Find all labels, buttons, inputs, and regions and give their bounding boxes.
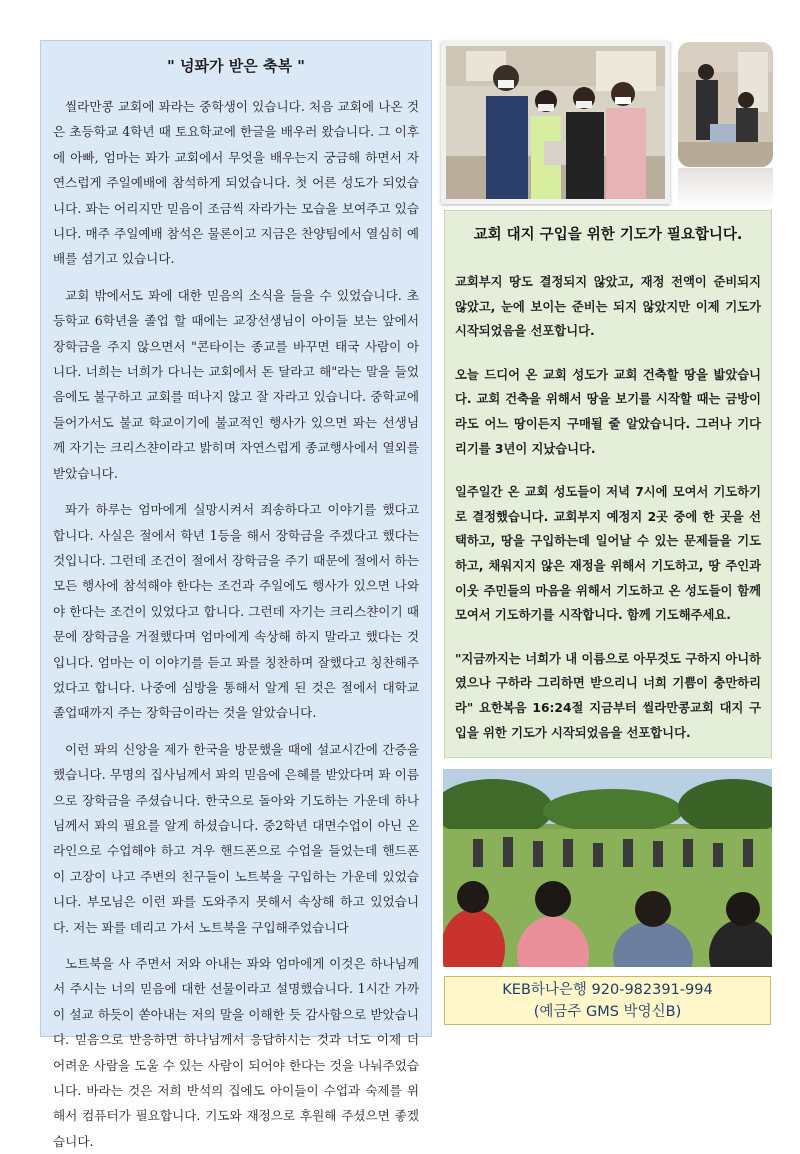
bank-account-holder: (예금주 GMS 박영신B): [533, 1004, 682, 1020]
article-paragraph: 노트북을 사 주면서 저와 아내는 퐈와 엄마에게 이것은 하나님께서 주시는 너의 믿음에 대한 선물이라고 설명했습니다. 1시간 가까이 설교 하듯이 쏟아내는 저의 말을 이해한 듯 감사함으로 받았습니다. 믿음으로 반응하면 하나님께서 응답하시는 것과 너도 이제 더 어려운 사람을 도울 수 있는 사람이 되어야 한다는 것을 나눠주었습니다. 바라는 것은 저희 반석의 집에도 아이들이 수업과 숙제를 위해서 컴퓨터가 필요합니다. 기도와 재정으로 후원해 주셨으면 좋겠습니다.: [53, 956, 419, 1149]
prayer-paragraph: 교회부지 땅도 결정되지 않았고, 재정 전액이 준비되지 않았고, 눈에 보이는 준비는 되지 않았지만 이제 기도가 시작되었음을 선포합니다.: [455, 275, 761, 339]
article-panel: [40, 40, 432, 1149]
article-paragraph: 교회 밖에서도 퐈에 대한 믿음의 소식을 들을 수 있었습니다. 초등학교 6학년을 졸업 할 때에는 교장선생님이 아이들 보는 앞에서 장학금을 주지 않으면서 "콘타이는 종교를 바꾸면 태국 사람이 아니다. 너희는 너희가 다니는 교회에서 돈 달라고 해"라는 말을 들었음에도 불구하고 교회를 떠나지 않고 잘 자라고 있습니다. 중학교에 들어가서도 불교 학교이기에 불교적인 행사가 있으면 퐈는 선생님께 자기는 크리스챤이라고 밝히며 자연스럽게 종교행사에서 열외를 받았습니다.: [53, 287, 419, 481]
store-photo: [678, 42, 773, 167]
bank-account-number: KEB하나은행 920-982391-994: [502, 982, 713, 998]
congregation-photo-image: [443, 769, 772, 967]
article-paragraph: 씰라만콩 교회에 퐈라는 중학생이 있습니다. 처음 교회에 나온 것은 초등학교 4학년 때 토요학교에 한글을 배우러 왔습니다. 그 이후에 아빠, 엄마는 퐈가 교회에서 무엇을 배우는지 궁금해 하면서 자연스럽게 주일예배에 참석하게 되었습니다. 첫 어른 성도가 되었습니다. 퐈는 어리지만 믿음이 조금씩 자라가는 모습을 보여주고 있습니다. 매주 주일예배 참석은 물론이고 지금은 찬양팀에서 열심히 예배를 섬기고 있습니다.: [53, 99, 419, 267]
bank-account-box: [444, 976, 771, 1025]
scholarship-photo-image: [446, 46, 665, 199]
article-title: " 넝퐈가 받은 축복 ": [167, 57, 305, 75]
scholarship-photo: [441, 41, 670, 204]
congregation-photo: [443, 769, 772, 967]
prayer-paragraph: 오늘 드디어 온 교회 성도가 교회 건축할 땅을 밟았습니다. 교회 건축을 위해서 땅을 보기를 시작할 때는 금방이라도 어느 땅이든지 구매될 줄 알았습니다. 그러나 기다리기를 3년이 지났습니다.: [455, 367, 761, 456]
prayer-paragraph: "지금까지는 너희가 내 이름으로 아무것도 구하지 아니하였으나 구하라 그리하면 받으리니 너희 기쁨이 충만하리라" 요한복음 16:24절 지금부터 씰라만콩교회 대지 구입을 위한 기도가 시작되었음을 선포합니다.: [455, 651, 761, 740]
prayer-request-panel: [444, 210, 772, 758]
article-paragraph: 이런 퐈의 신앙을 제가 한국을 방문했을 때에 설교시간에 간증을 했습니다. 무명의 집사님께서 퐈의 믿음에 은혜를 받았다며 퐈 이름으로 장학금을 주셨습니다. 한국으로 돌아와 기도하는 가운데 하나님께서 퐈의 필요를 알게 하셨습니다. 중2학년 대면수업이 아닌 온라인으로 수업해야 하고 겨우 핸드폰으로 수업을 들었는데 핸드폰이 고장이 나고 주변의 친구들이 노트북을 구입하는 가운데 있었습니다. 부모님은 이런 퐈를 도와주지 못해서 속상해 하고 있었습니다. 저는 퐈를 데리고 가서 노트북을 구입해주었습니다: [53, 741, 419, 935]
article-paragraph: 퐈가 하루는 엄마에게 실망시켜서 죄송하다고 이야기를 했다고 합니다. 사실은 절에서 학년 1등을 해서 장학금을 주겠다고 했다는 것입니다. 그런데 조건이 절에서 장학금을 주기 때문에 절에서 하는 모든 행사에 참석해야 한다는 조건과 주일에도 행사가 있으면 나와야 한다는 조건이 있었다고 합니다. 그런데 자기는 크리스챤이기 때문에 장학금을 거절했다며 엄마에게 속상해 하지 말라고 했다는 것입니다. 엄마는 이 이야기를 듣고 퐈를 칭찬하며 잘했다고 칭찬해주었다고 합니다. 나중에 심방을 통해서 알게 된 것은 절에서 대학교 졸업때까지 주는 장학금이라는 것을 알았습니다.: [53, 502, 419, 721]
store-photo-image: [678, 42, 773, 167]
store-photo-reflection: [678, 168, 773, 208]
prayer-paragraph: 일주일간 온 교회 성도들이 저녁 7시에 모여서 기도하기로 결정했습니다. 교회부지 예정지 2곳 중에 한 곳을 선택하고, 땅을 구입하는데 일어날 수 있는 문제들을 기도하고, 채워지지 않은 재정을 위해서 기도하고, 땅 주인과 이웃 주민들의 마음을 위해서 기도하고 온 성도들이 함께 모여서 기도하기를 시작합니다. 함께 기도해주세요.: [455, 485, 761, 623]
prayer-title: 교회 대지 구입을 위한 기도가 필요합니다.: [473, 227, 743, 243]
